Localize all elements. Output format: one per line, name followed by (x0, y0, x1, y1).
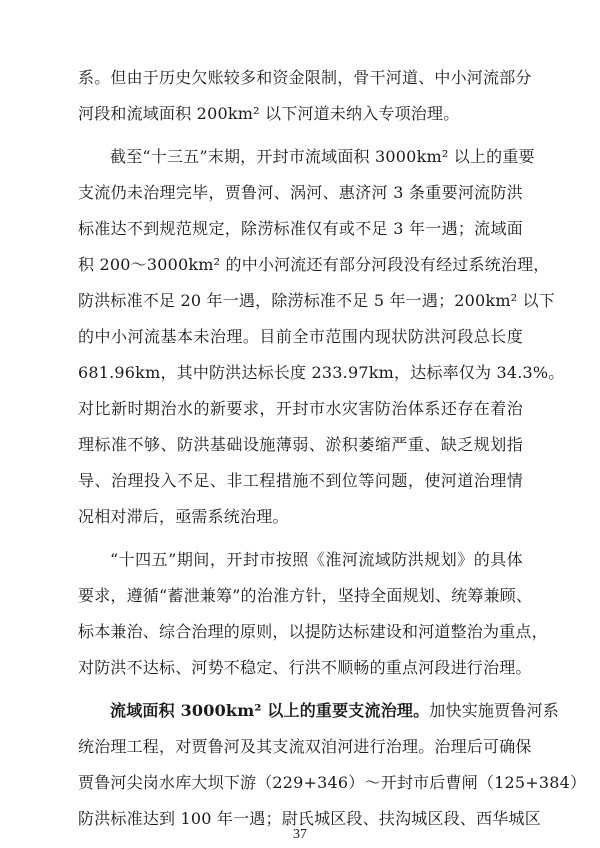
paragraph-2-line-6: 的中小河流基本未治理。目前全市范围内现状防洪河段总长度 (78, 327, 523, 346)
paragraph-3-line-4: 对防洪不达标、河势不稳定、行洪不顺畅的重点河段进行治理。 (78, 658, 532, 677)
paragraph-2-line-4: 积 200～3000km² 的中小河流还有部分河段没有经过系统治理， (78, 255, 550, 274)
paragraph-4-line-1-rest: 加快实施贾鲁河系 (429, 701, 559, 720)
paragraph-4-heading: 流域面积 3000km² 以上的重要支流治理。 (110, 701, 430, 720)
paragraph-1-line-1: 系。但由于历史欠账较多和资金限制，骨干河道、中小河流部分 (78, 68, 532, 87)
page-number: 37 (293, 827, 307, 842)
paragraph-4-line-4: 防洪标准达到 100 年一遇；尉氏城区段、扶沟城区段、西华城区 (78, 809, 541, 828)
paragraph-3-line-2: 要求，遵循“蓄泄兼筹”的治淮方针，坚持全面规划、统筹兼顾、 (78, 586, 533, 605)
paragraph-3-line-3: 标本兼治、综合治理的原则，以提防达标建设和河道整治为重点， (78, 622, 548, 641)
paragraph-3-line-1: “十四五”期间，开封市按照《淮河流域防洪规划》的具体 (110, 550, 523, 569)
paragraph-2-line-7: 681.96km，其中防洪达标长度 233.97km，达标率仅为 34.3%。 (78, 363, 565, 382)
paragraph-2-line-2: 支流仍未治理完毕，贾鲁河、涡河、惠济河 3 条重要河流防洪 (78, 183, 523, 202)
paragraph-4-line-2: 统治理工程，对贾鲁河及其支流双洎河进行治理。治理后可确保 (78, 737, 532, 756)
paragraph-2-line-11: 况相对滞后，亟需系统治理。 (78, 507, 289, 526)
paragraph-4-line-3: 贾鲁河尖岗水库大坝下游（229+346）～开封市后曹闸（125+384） (78, 773, 587, 792)
paragraph-2-line-10: 导、治理投入不足、非工程措施不到位等问题，使河道治理情 (78, 471, 523, 490)
paragraph-2-line-1: 截至“十三五”末期，开封市流域面积 3000km² 以上的重要 (110, 147, 535, 166)
paragraph-2-line-5: 防洪标准不足 20 年一遇，除涝标准不足 5 年一遇；200km² 以下 (78, 291, 555, 310)
paragraph-2-line-8: 对比新时期治水的新要求，开封市水灾害防治体系还存在着治 (78, 399, 523, 418)
paragraph-1-line-2: 河段和流域面积 200km² 以下河道未纳入专项治理。 (78, 104, 460, 123)
paragraph-2-line-3: 标准达不到规范规定，除涝标准仅有或不足 3 年一遇；流域面 (78, 219, 523, 238)
paragraph-2-line-9: 理标准不够、防洪基础设施薄弱、淤积萎缩严重、缺乏规划指 (78, 435, 523, 454)
paragraph-4-line-1 (110, 699, 559, 723)
